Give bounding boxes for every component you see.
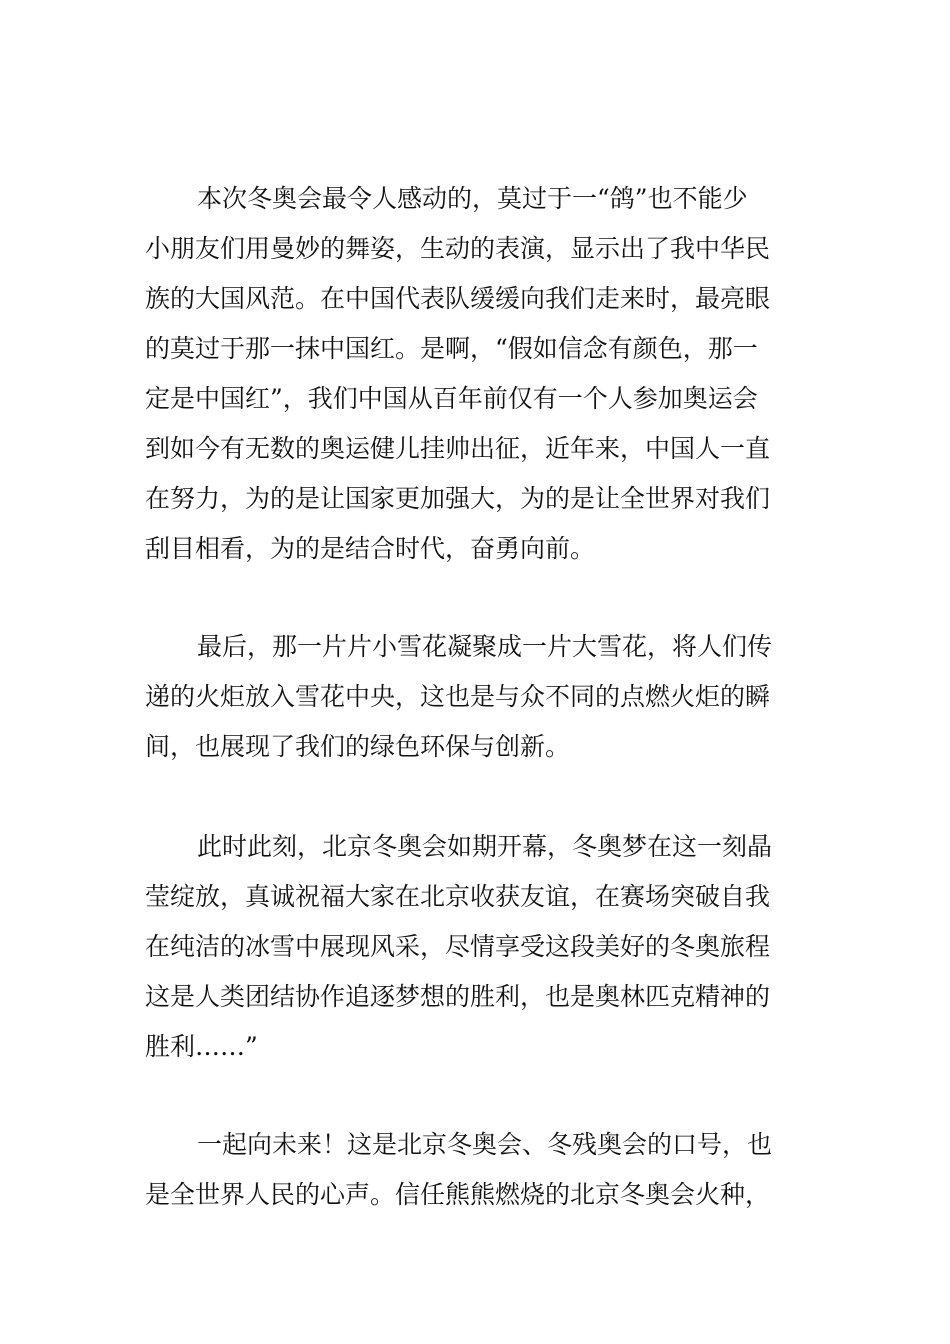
paragraph-line: 族的大国风范。在中国代表队缓缓向我们走来时，最亮眼 (145, 284, 771, 313)
paragraph-line: 刮目相看，为的是结合时代，奋勇向前。 (145, 534, 596, 563)
paragraph-2 (145, 622, 810, 772)
paragraph-line: 此时此刻，北京冬奥会如期开幕，冬奥梦在这一刻晶 (197, 832, 773, 861)
paragraph-line: 在努力，为的是让国家更加强大，为的是让全世界对我们 (145, 484, 771, 513)
paragraph-line: 胜利……” (145, 1032, 258, 1061)
paragraph-line: 本次冬奥会最令人感动的，莫过于一“鸽”也不能少 (197, 184, 748, 213)
paragraph-line: 间，也展现了我们的绿色环保与创新。 (145, 732, 571, 761)
paragraph-line: 定是中国红”，我们中国从百年前仅有一个人参加奥运会 (145, 384, 758, 413)
paragraph-4 (145, 1120, 810, 1220)
paragraph-3 (145, 822, 810, 1072)
paragraph-line: 小朋友们用曼妙的舞姿，生动的表演，显示出了我中华民 (145, 234, 771, 263)
paragraph-line: 到如今有无数的奥运健儿挂帅出征，近年来，中国人一直 (145, 434, 771, 463)
paragraph-line: 最后，那一片片小雪花凝聚成一片大雪花，将人们传 (197, 632, 773, 661)
paragraph-1 (145, 174, 810, 574)
paragraph-line: 一起向未来！这是北京冬奥会、冬残奥会的口号，也 (197, 1130, 773, 1159)
paragraph-line: 是全世界人民的心声。信任熊熊燃烧的北京冬奥会火种， (145, 1180, 771, 1209)
paragraph-line: 的莫过于那一抹中国红。是啊，“假如信念有颜色，那一 (145, 334, 758, 363)
paragraph-line: 莹绽放，真诚祝福大家在北京收获友谊，在赛场突破自我 (145, 882, 771, 911)
paragraph-line: 在纯洁的冰雪中展现风采，尽情享受这段美好的冬奥旅程 (145, 932, 771, 961)
paragraph-line: 递的火炬放入雪花中央，这也是与众不同的点燃火炬的瞬 (145, 682, 771, 711)
paragraph-line: 这是人类团结协作追逐梦想的胜利，也是奥林匹克精神的 (145, 982, 771, 1011)
